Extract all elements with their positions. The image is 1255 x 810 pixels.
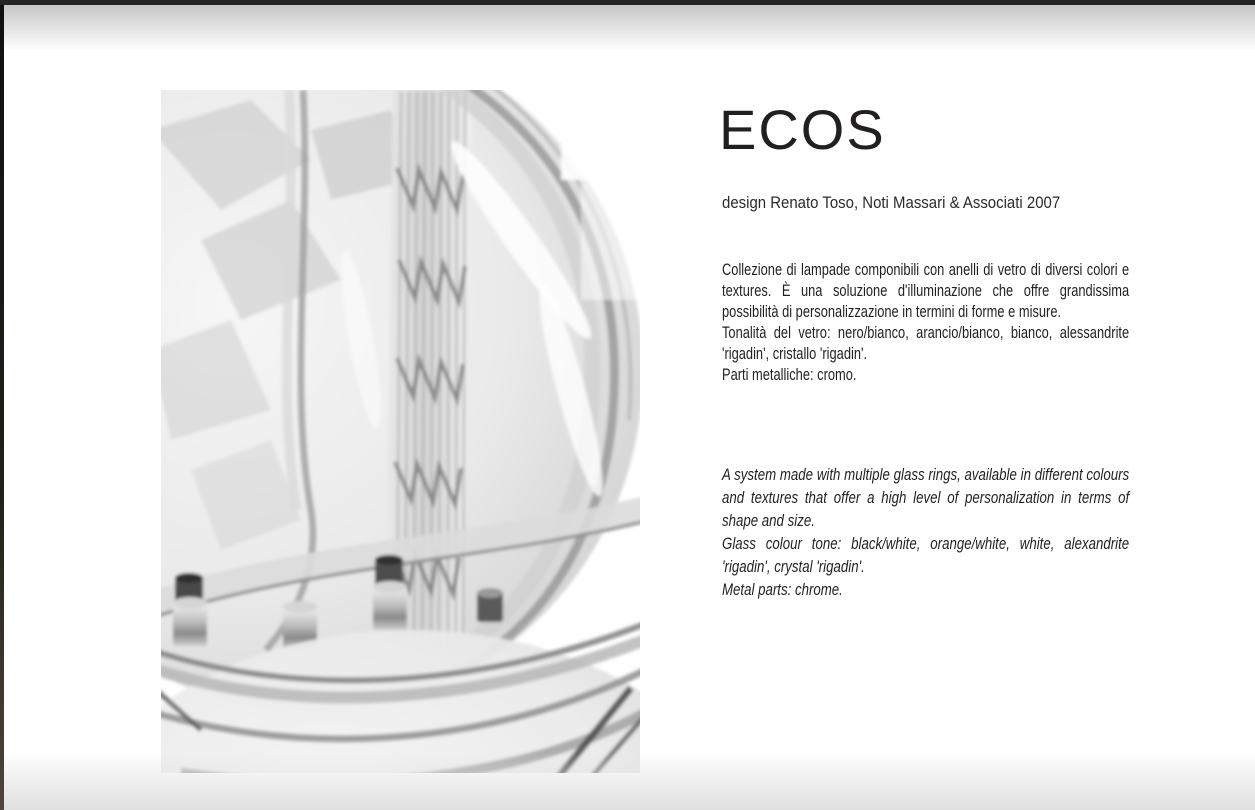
english-paragraph-metal-parts: Metal parts: chrome. <box>722 580 843 599</box>
english-paragraph-collection: A system made with multiple glass rings, available in different colours and textures that offer a high level of personalization in terms of shape and size. <box>722 465 1130 530</box>
product-title: ECOS <box>719 98 886 161</box>
glass-lamp-macro-illustration <box>161 90 640 773</box>
italian-paragraph-glass-tones: Tonalità del vetro: nero/bianco, arancio/bianco, bianco, alessandrite 'rigadin', cristallo 'rigadin'. <box>722 324 1130 363</box>
italian-paragraph-collection: Collezione di lampade componibili con anelli di vetro di diversi colori e textures. È una soluzione d'illuminazione che offre grandissima possibilità di personalizzazione in termini di forme e misure. <box>722 261 1130 321</box>
bottom-shadow-gradient <box>0 752 1255 810</box>
product-photo <box>161 90 640 773</box>
design-credit: design Renato Toso, Noti Massari & Associati 2007 <box>722 193 1061 212</box>
english-paragraph-glass-tones: Glass colour tone: black/white, orange/white, white, alexandrite 'rigadin', crystal 'rigadin'. <box>722 534 1130 576</box>
description-italian <box>722 260 1129 386</box>
top-window-edge <box>0 0 1255 5</box>
description-english <box>722 463 1129 601</box>
top-shadow-gradient <box>0 5 1255 51</box>
left-window-edge <box>0 0 4 810</box>
italian-paragraph-metal-parts: Parti metalliche: cromo. <box>722 366 857 384</box>
